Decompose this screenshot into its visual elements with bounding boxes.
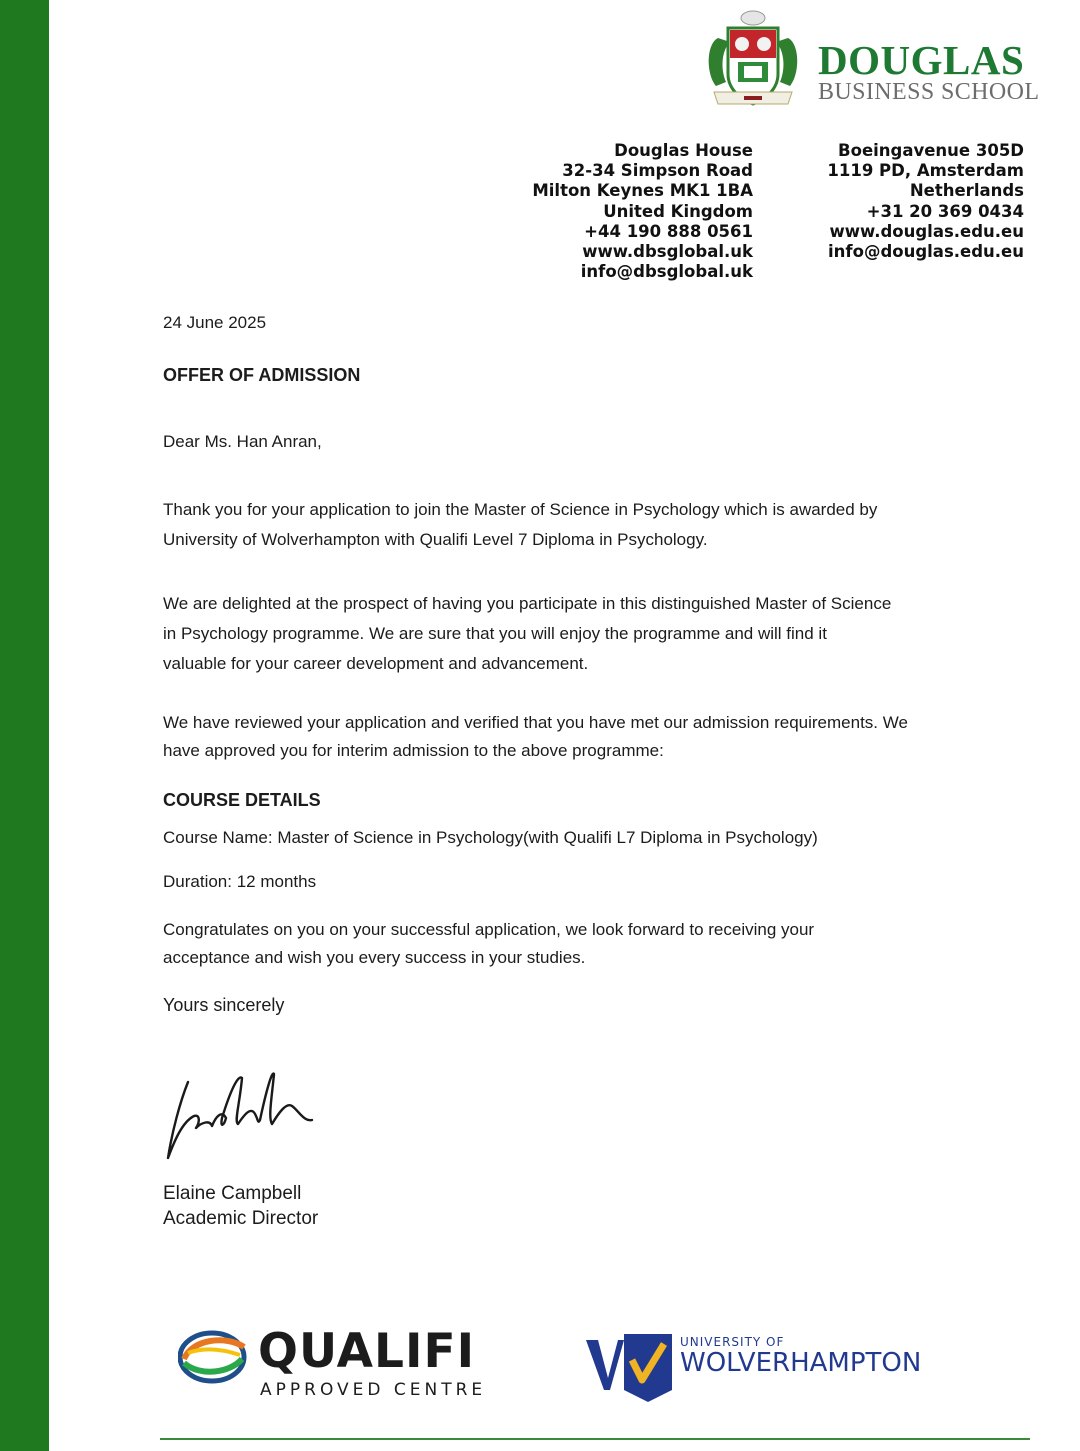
wolverhampton-university-of: UNIVERSITY OF xyxy=(680,1335,785,1349)
handwritten-signature xyxy=(160,1062,330,1172)
salutation: Dear Ms. Han Anran, xyxy=(163,432,322,451)
letter-date: 24 June 2025 xyxy=(163,313,267,332)
paragraph-3 xyxy=(163,709,908,765)
qualifi-swirl-icon xyxy=(178,1325,250,1387)
douglas-crest-logo xyxy=(700,4,806,112)
nl-address-block xyxy=(827,141,1024,262)
nl-address-line: Boeingavenue 305D xyxy=(838,141,1024,160)
course-duration: Duration: 12 months xyxy=(163,872,317,891)
congratulations-paragraph xyxy=(163,916,814,972)
paragraph-line: have approved you for interim admission to the above programme: xyxy=(163,741,664,760)
paragraph-1 xyxy=(163,495,877,555)
paragraph-2 xyxy=(163,589,891,679)
uk-phone: +44 190 888 0561 xyxy=(584,221,753,241)
uk-address-line: Douglas House xyxy=(614,141,753,160)
letter-title: OFFER OF ADMISSION xyxy=(163,365,361,385)
uk-address-block xyxy=(532,141,753,282)
nl-phone: +31 20 369 0434 xyxy=(866,201,1024,221)
footer-divider xyxy=(160,1438,1030,1440)
course-details-heading: COURSE DETAILS xyxy=(163,790,321,810)
paragraph-line: valuable for your career development and advancement. xyxy=(163,654,589,673)
course-name: Course Name: Master of Science in Psychology(with Qualifi L7 Diploma in Psychology) xyxy=(163,828,818,847)
nl-address-line: 1119 PD, Amsterdam xyxy=(827,161,1024,181)
wolverhampton-crest-icon xyxy=(584,1332,674,1402)
nl-email-link[interactable]: info@douglas.edu.eu xyxy=(828,242,1024,262)
wolverhampton-name: WOLVERHAMPTON xyxy=(680,1348,922,1378)
signer-name: Elaine Campbell xyxy=(163,1183,302,1204)
uk-address-line: Milton Keynes MK1 1BA xyxy=(532,181,753,201)
nl-website-link[interactable]: www.douglas.edu.eu xyxy=(829,221,1024,241)
paragraph-line: in Psychology programme. We are sure that you will enjoy the programme and will find it xyxy=(163,624,827,643)
qualifi-name: QUALIFI xyxy=(258,1324,476,1379)
paragraph-line: acceptance and wish you every success in your studies. xyxy=(163,948,586,967)
brand-subtitle: BUSINESS SCHOOL xyxy=(818,79,1040,105)
closing: Yours sincerely xyxy=(163,995,285,1015)
nl-address-line: Netherlands xyxy=(909,181,1024,201)
paragraph-line: Thank you for your application to join the Master of Science in Psychology which is awarded by xyxy=(163,500,878,519)
uk-website-link[interactable]: www.dbsglobal.uk xyxy=(582,242,753,262)
paragraph-line: We are delighted at the prospect of having you participate in this distinguished Master of Science xyxy=(163,594,892,613)
uk-address-line: United Kingdom xyxy=(603,201,753,221)
uk-address-line: 32-34 Simpson Road xyxy=(562,161,753,181)
qualifi-approved-centre: APPROVED CENTRE xyxy=(260,1380,487,1400)
uk-email-link[interactable]: info@dbsglobal.uk xyxy=(580,262,753,282)
left-green-margin-bar xyxy=(0,0,49,1451)
paragraph-line: Congratulates on you on your successful application, we look forward to receiving your xyxy=(163,920,815,939)
paragraph-line: University of Wolverhampton with Qualifi Level 7 Diploma in Psychology. xyxy=(163,530,708,549)
paragraph-line: We have reviewed your application and verified that you have met our admission requirements. We xyxy=(163,713,908,732)
signer-title: Academic Director xyxy=(163,1208,319,1229)
brand-name: DOUGLAS xyxy=(818,37,1025,83)
